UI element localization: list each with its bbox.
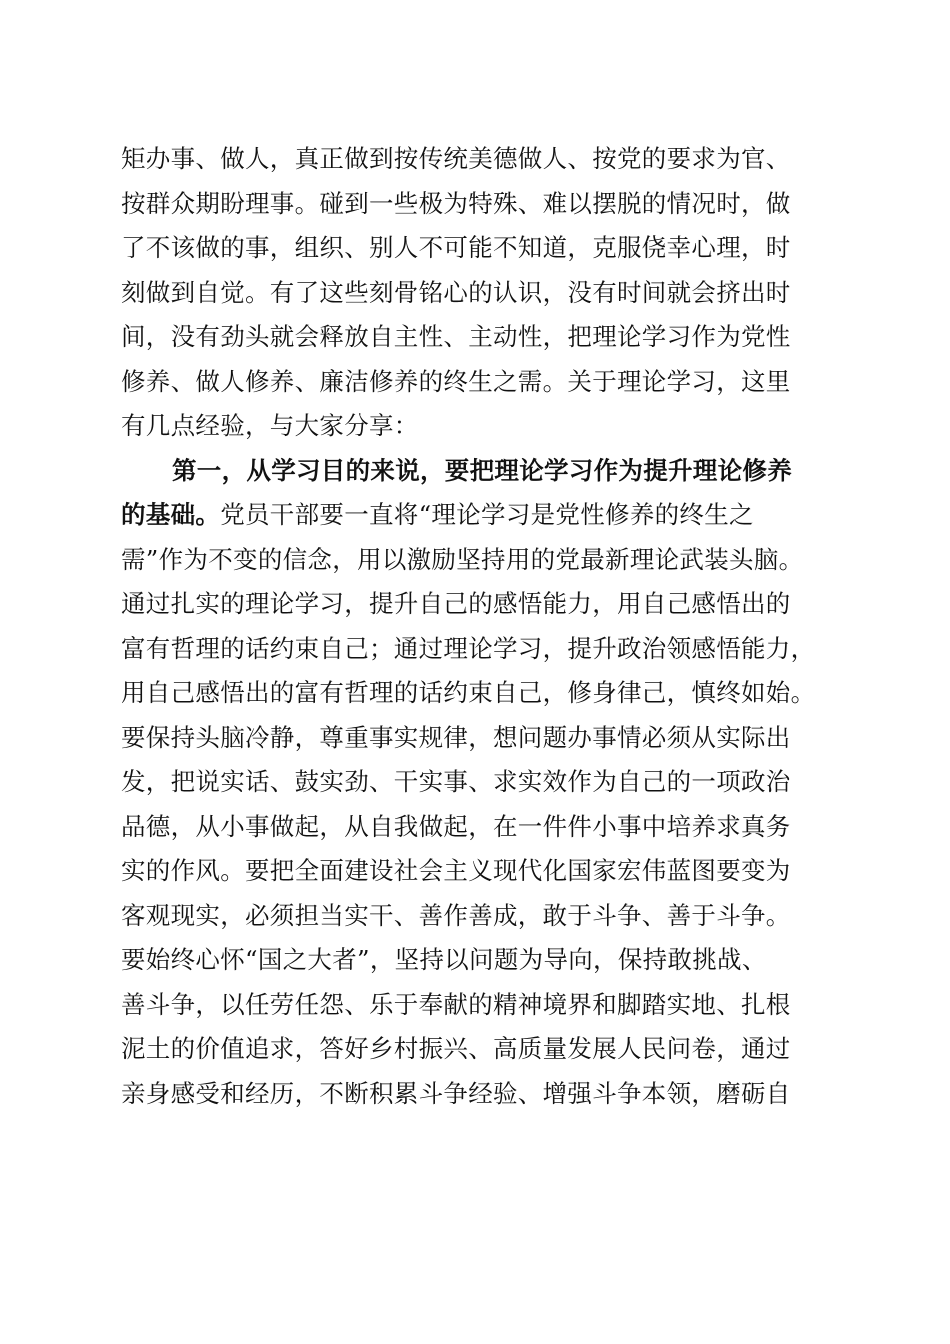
body-text — [121, 137, 833, 1116]
text-span: 党员干部要一直将“理论学习是党性修养的终生之 — [220, 500, 754, 529]
text-line: 矩办事、做人，真正做到按传统美德做人、按党的要求为官、 — [121, 144, 791, 173]
text-line: 按群众期盼理事。碰到一些极为特殊、难以摆脱的情况时，做 — [121, 188, 791, 218]
text-line: 修养、做人修养、廉洁修养的终生之需。关于理论学习，这里 — [121, 366, 791, 396]
text-line: 品德，从小事做起，从自我做起，在一件件小事中培养求真务 — [121, 811, 791, 841]
text-line: 需”作为不变的信念，用以激励坚持用的党最新理论武装头脑。 — [121, 544, 804, 574]
section-heading-end: 的基础。 — [121, 500, 221, 529]
text-line: 有几点经验，与大家分享： — [121, 411, 419, 440]
text-line: 客观现实，必须担当实干、善作善成，敢于斗争、善于斗争。 — [121, 900, 791, 930]
text-line: 通过扎实的理论学习，提升自己的感悟能力，用自己感悟出的 — [121, 589, 791, 618]
text-line: 富有哲理的话约束自己；通过理论学习，提升政治领感悟能力， — [121, 633, 816, 663]
section-heading-line: 第一，从学习目的来说，要把理论学习作为提升理论修养 — [172, 455, 792, 485]
text-line: 善斗争，以任劳任怨、乐于奉献的精神境界和脚踏实地、扎根 — [121, 989, 791, 1019]
text-line: 刻做到自觉。有了这些刻骨铭心的认识，没有时间就会挤出时 — [121, 277, 791, 307]
text-line: 了不该做的事，组织、别人不可能不知道，克服侥幸心理，时 — [121, 233, 791, 262]
text-line-mixed — [121, 493, 833, 538]
text-line: 泥土的价值追求，答好乡村振兴、高质量发展人民问卷，通过 — [121, 1034, 791, 1063]
text-line: 要始终心怀“国之大者”，坚持以问题为导向，保持敢挑战、 — [121, 945, 767, 974]
text-line: 间，没有劲头就会释放自主性、主动性，把理论学习作为党性 — [121, 322, 791, 351]
text-line: 用自己感悟出的富有哲理的话约束自己，修身律己，慎终如始。 — [121, 678, 816, 707]
text-line: 亲身感受和经历，不断积累斗争经验、增强斗争本领，磨砺自 — [121, 1078, 791, 1108]
text-line: 发，把说实话、鼓实劲、干实事、求实效作为自己的一项政治 — [121, 767, 791, 796]
text-line: 实的作风。要把全面建设社会主义现代化国家宏伟蓝图要变为 — [121, 856, 791, 885]
text-line: 要保持头脑冷静，尊重事实规律，想问题办事情必须从实际出 — [121, 722, 791, 752]
